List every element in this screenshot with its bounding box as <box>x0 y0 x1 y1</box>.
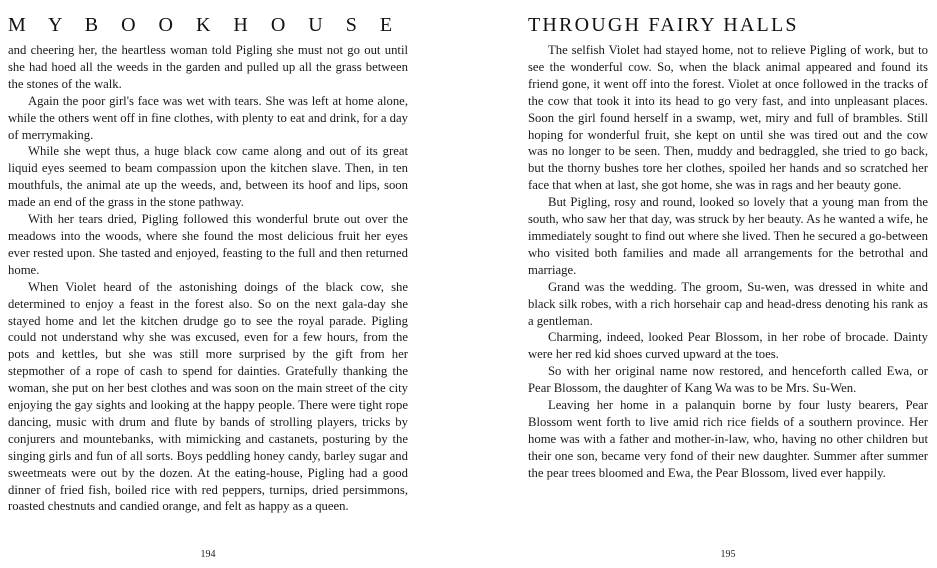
paragraph: Again the poor girl's face was wet with tears. She was left at home alone, while the others went off in fine clothes, with plenty to eat and drink, for a day of merrymaking. <box>8 93 408 142</box>
right-page <box>528 0 928 568</box>
running-head-left: M Y B O O K H O U S E <box>8 14 395 36</box>
paragraph: Charming, indeed, looked Pear Blossom, in her robe of brocade. Dainty were her red kid shoes curved upward at the toes. <box>528 330 928 362</box>
page-number-right: 195 <box>720 549 736 560</box>
paragraph: Leaving her home in a palanquin borne by four lusty bearers, Pear Blossom went forth to live amid rich rice fields of a southern province. Her home was with a father and mother-in-law, who, having no other children but their one son, became very fond of their new daughter. Summer after summer the pear trees bloomed and Ewa, the Pear Blossom, lived ever happily. <box>528 398 928 480</box>
left-page <box>8 0 408 568</box>
paragraph: So with her original name now restored, and henceforth called Ewa, or Pear Blossom, the daughter of Kang Wa was to be Mrs. Su-Wen. <box>528 364 928 396</box>
paragraph: Grand was the wedding. The groom, Su-wen, was dressed in white and black silk robes, with a rich horsehair cap and head-dress denoting his rank as a gentleman. <box>528 279 928 328</box>
paragraph: With her tears dried, Pigling followed this wonderful brute out over the meadows into the woods, where she found the most delicious fruit her eyes ever rested upon. She tasted and enjoyed, feasting to the full and then returned home. <box>8 212 408 277</box>
page-number-left: 194 <box>200 549 216 560</box>
paragraph: When Violet heard of the astonishing doings of the black cow, she determined to enjoy a feast in the forest also. So on the next gala-day she stayed home and let the kitchen drudge go to see the royal parade. Pigling could not understand why she was excused, even for a few hours, from the pots and kettles, but she was still more surprised by the gift from her stepmother of a rope of cash to spend for dainties. Gratefully thanking the woman, she put on her best clothes and was soon on the main street of the city enjoying the gay sights and looking at the happy people. There were tight rope dancing, music with drum and flute by bands of strolling players, tricks by conjurers and mountebanks, with mimicking and castanets, posturing by the singing girls and fun of all sorts. Boys peddling honey candy, barley sugar and sweetmeats were out by the dozen. At the eating-house, Pigling had a good dinner of fried fish, boiled rice with red peppers, turnips, dried persimmons, roasted chestnuts and candied orange, and felt as happy as a queen. <box>8 279 408 514</box>
paragraph: The selfish Violet had stayed home, not to relieve Pigling of work, but to see the wonderful cow. So, when the black animal appeared and found its friend gone, it went off into the forest. Violet at once followed in the tracks of the cow that took it into its head to go very fast, and into unpleasant places. Soon the girl found herself in a swamp, wet, miry and full of brambles. Still hoping for wonderful fruit, she kept on until she was tired out and the cow was no longer to be seen. Then, muddy and bedraggled, she tried to go back, but the thorny bushes tore her clothes, spoiled her hands and so scratched her face that when at last, she got home, she was in rags and her beauty gone. <box>528 43 928 193</box>
running-head-right: THROUGH FAIRY HALLS <box>528 14 799 36</box>
paragraph: But Pigling, rosy and round, looked so lovely that a young man from the south, who saw her that day, was struck by her beauty. As he wanted a wife, he immediately sought to find out where she lived. Then he secured a go-between who visited both families and made all arrangements for the betrothal and marriage. <box>528 195 929 277</box>
left-page-body <box>8 42 408 515</box>
paragraph: and cheering her, the heartless woman told Pigling she must not go out until she had hoed all the weeds in the garden and pulled up all the grass between the stones of the walk. <box>8 43 408 91</box>
paragraph: While she wept thus, a huge black cow came along and out of its great liquid eyes seemed to beam compassion upon the kitchen slave. Then, in ten mouthfuls, the animal ate up the weeds, and, between its hoof and lips, soon made an end of the grass in the stone pathway. <box>8 144 408 210</box>
right-page-body <box>528 42 928 482</box>
